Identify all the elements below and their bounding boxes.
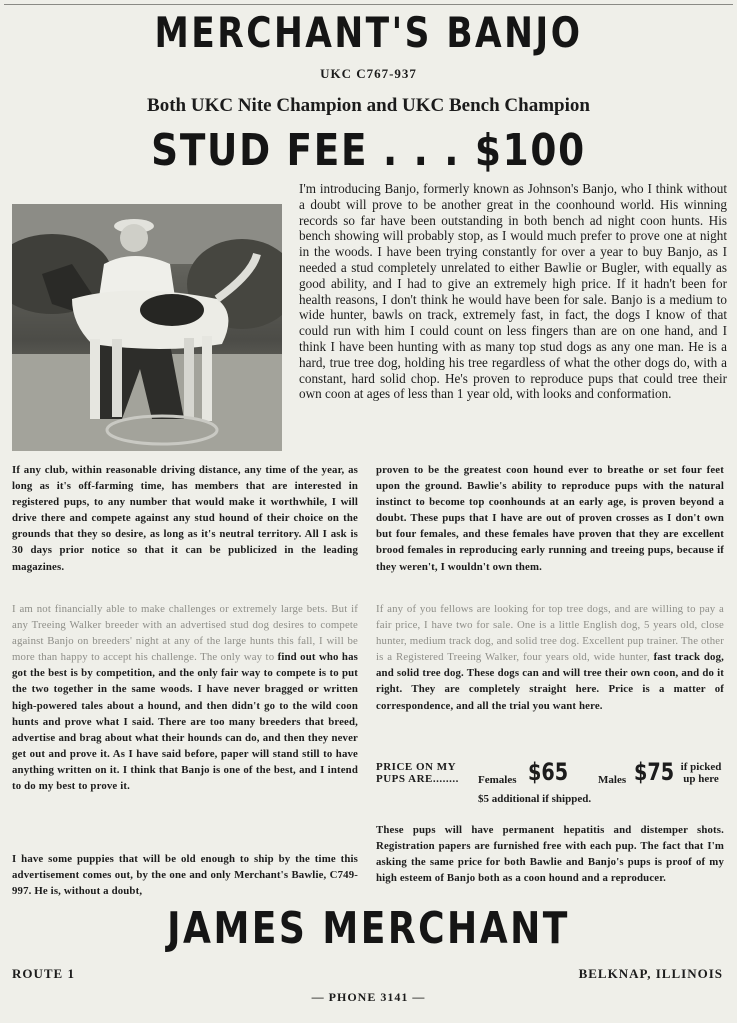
dog-photo-illustration (12, 204, 282, 451)
right-paragraph-1: proven to be the greatest coon hound ever to breathe or set four feet upon the ground. Bawlie's ability to reproduce pups with the natural instinct to become top coonhounds at an early age, is proven beyond a doubt. These pups that I have are out of proven crosses as I don't own but four females, and these females have proven that they are excellent brood females in reproducing early running and treeing pups, because if they weren't, I wouldn't own them. (376, 464, 724, 573)
town-address: BELKNAP, ILLINOIS (578, 966, 723, 981)
right-paragraph-2 (376, 601, 724, 714)
pup-prices (376, 758, 726, 792)
photo-dog-leg-back2 (184, 338, 194, 418)
pickup-note (676, 761, 726, 785)
phone-number: — PHONE 3141 — (311, 990, 426, 1004)
photo-dog-leg-back (202, 336, 212, 421)
registration-number: UKC C767-937 (320, 66, 417, 81)
left-paragraph-2 (12, 601, 358, 831)
females-label: Females (478, 774, 517, 786)
females-price: $65 (528, 758, 569, 786)
shipping-note: $5 additional if shipped. (478, 793, 592, 805)
right-paragraph-2-faded: If any of you fellows are looking for top tree dogs, and are willing to pay a fair price, I have two for sale. One is a little English dog, 5 years old, close hunter, medium track dog, and solid tree dog. Excellent pup trainer. The other is a Registered Treeing Walker, four years old, wide hunter, (376, 603, 724, 664)
ad-title: MERCHANT'S BANJO (154, 8, 583, 57)
route-address: ROUTE 1 (12, 966, 75, 981)
males-price: $75 (634, 758, 675, 786)
stud-fee: STUD FEE . . . $100 (151, 125, 586, 176)
dog-photo-icon (12, 204, 282, 451)
owner-name: JAMES MERCHANT (167, 903, 570, 954)
right-paragraph-3: These pups will have permanent hepatitis and distemper shots. Registration papers are furnished free with each pup. The fact that I'm asking the same price for both Bawlie and Banjo's pups is proof of my high esteem of Banjo both as a coon hound and a reproducer. (376, 824, 724, 885)
intro-paragraph: I'm introducing Banjo, formerly known as Johnson's Banjo, who I think without a doubt will prove to be another great in the coonhound world. His winning records so far have been outstanding in both bench ad night coon hunts. His bench showing will probably stop, as I would much prefer to prove one at night in the woods. I have been trying constantly for over a year to buy Banjo, as I needed a stud completely unrelated to either Bawlie or Bugler, with equally as good ability, and I had to give an extremely high price. If it hadn't been for health reasons, I don't think he would have been for sale. Banjo is a medium to wide hunter, bawls on track, extremely fast, in fact, the dogs I know of that could run with him I could count on less fingers than are on one hand, and I think I have been hunting with as many top stud dogs as any one man. He is a hard, true tree dog, holding his tree regardless of what the other dogs do, with a constant, hard solid chop. He's proven to reproduce pups that could tree their own coon at ages of less than 1 year old, with looks and conformation. (299, 181, 727, 402)
photo-dog-leg-front2 (112, 339, 122, 417)
left-paragraph-2-faded: I am not financially able to make challenges or extremely large bets. But if any Treeing Walker breeder with an advertised stud dog desires to compete against Banjo on breeders' night at any of the large hunts this fall, I will be more than happy to accept his challenge. The only way to (12, 603, 358, 664)
left-paragraph-1: If any club, within reasonable driving distance, any time of the year, as long as it's off-farming time, has members that are interested in registered pups, to any number that would make it worthwhile, I will drive there and compete against any stud hound of their choice on the grounds that they so desire, as long as it's neutral territory. All I ask is 30 days prior notice so that it can be publicized in the leading magazines. (12, 464, 358, 573)
left-paragraph-2-rest: find out who has got the best is by competition, and the only fair way to compete is to put the two together in the same woods. I have never bragged or written high-powered tales about a hound, and then didn't go to the wild coon hunts and prove what I said. There are too many breeders that breed, advertise and brag about what their hounds can do, and then they never get out and prove it. As I have said before, paper will stand still to have anything written on it. I think that Banjo is one of the best, and I intend to do my best to prove it. (12, 651, 358, 793)
photo-man-head (120, 224, 148, 252)
price-label (376, 761, 459, 785)
champion-subtitle: Both UKC Nite Champion and UKC Bench Champion (147, 95, 590, 116)
right-paragraph-2-rest: fast track dog, and solid tree dog. These dogs can and will tree their own coon, and do it right. They are completely straight here. Price is a matter of correspondence, and all the trial you want here. (376, 651, 724, 712)
left-paragraph-3: I have some puppies that will be old enough to ship by the time this advertisement comes out, by the one and only Merchant's Bawlie, C749-997. He is, without a doubt, (12, 853, 358, 898)
males-label: Males (598, 774, 627, 786)
price-label-line2: PUPS ARE........ (376, 773, 459, 785)
pickup-line2: up here (683, 773, 719, 785)
photo-dog-spot (140, 294, 204, 326)
photo-dog-leg-front (90, 339, 100, 419)
pickup-line1: if picked (680, 761, 722, 773)
price-label-line1: PRICE ON MY (376, 761, 457, 773)
